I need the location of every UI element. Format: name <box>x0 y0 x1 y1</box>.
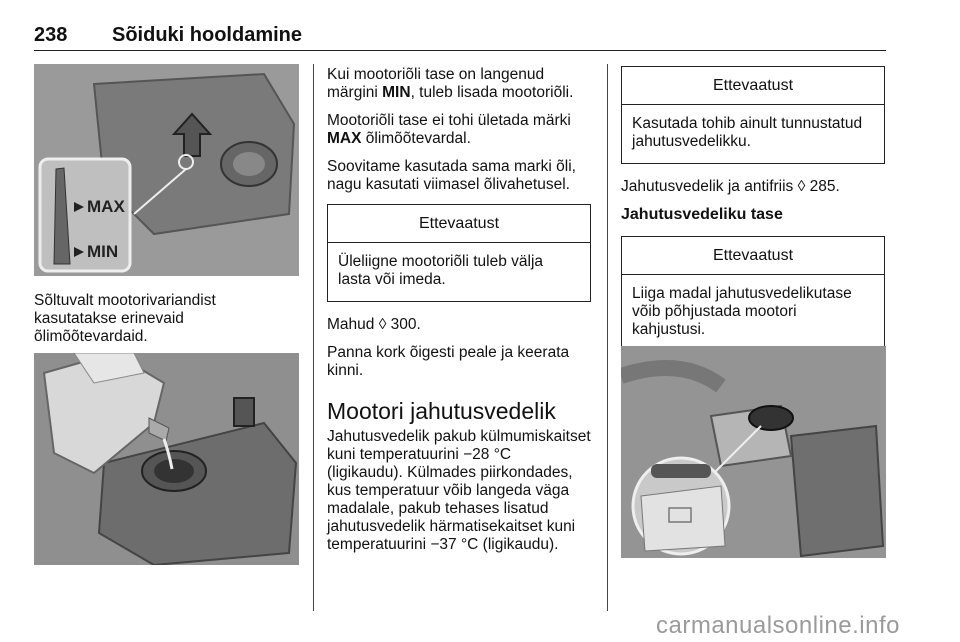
max-mark: MAX <box>327 130 362 147</box>
coolant-paragraph: Jahutusvedelik pakub külmumiskaitset kuni temperatuurini −28 °C (ligikaudu). Külmades piirkondades, kus temperatuur võib langeda väga madalale, pakub tehases lisatud jahutusvedelik härmatisekaitset kuni temperatuurini −37 °C (ligikaudu). <box>327 428 591 553</box>
watermark: carmanualsonline.info <box>656 612 900 639</box>
column-divider <box>313 64 314 611</box>
page-title: Sõiduki hooldamine <box>112 24 303 46</box>
text-run: õlimõõtevardal. <box>361 130 471 147</box>
sub-title: Jahutusvedeliku tase <box>621 206 783 223</box>
page-header <box>34 20 886 51</box>
coolant-reservoir-illustration <box>621 346 886 558</box>
page-number: 238 <box>34 24 68 46</box>
warning-title: Ettevaatust <box>328 205 590 243</box>
max-label: MAX <box>87 197 125 216</box>
section-title: Mootori jahutusvedelik <box>327 398 556 424</box>
warning-body: Liiga madal jahutusvedelikutase võib põhjustada mootori kahjustusi. <box>632 285 852 338</box>
text-run: Mootoriõli tase ei tohi ületada märki <box>327 112 571 129</box>
warning-body: Üleliigne mootoriõli tuleb välja lasta või imeda. <box>338 253 544 288</box>
col1-text <box>34 292 299 356</box>
capacity-paragraph: Mahud ◊ 300. <box>327 316 421 333</box>
col2-text <box>327 66 591 564</box>
column-divider <box>607 64 608 611</box>
cap-paragraph: Panna kork õigesti peale ja keerata kinni. <box>327 344 570 379</box>
min-label: MIN <box>87 242 119 261</box>
recommend-paragraph: Soovitame kasutada sama marki õli, nagu kasutati viimasel õlivahetusel. <box>327 158 576 193</box>
warning-box <box>621 236 885 352</box>
warning-title: Ettevaatust <box>622 237 884 275</box>
warning-box <box>327 204 591 302</box>
text-run: Kui mootoriõli tase on langenud märgini <box>327 66 545 101</box>
oil-level-paragraph <box>327 66 591 102</box>
oil-filling-illustration <box>34 353 299 565</box>
col3-text <box>621 66 885 352</box>
warning-body: Kasutada tohib ainult tunnustatud jahutusvedelikku. <box>632 115 863 150</box>
min-mark: MIN <box>382 84 411 101</box>
max-paragraph <box>327 112 591 148</box>
dipstick-illustration <box>34 64 299 276</box>
warning-box <box>621 66 885 164</box>
text-run: , tuleb lisada mootoriõli. <box>410 84 574 101</box>
caption: Sõltuvalt mootorivariandist kasutatakse erinevaid õlimõõtevardaid. <box>34 292 216 345</box>
warning-title: Ettevaatust <box>622 67 884 105</box>
antifreeze-paragraph: Jahutusvedelik ja antifriis ◊ 285. <box>621 178 840 195</box>
